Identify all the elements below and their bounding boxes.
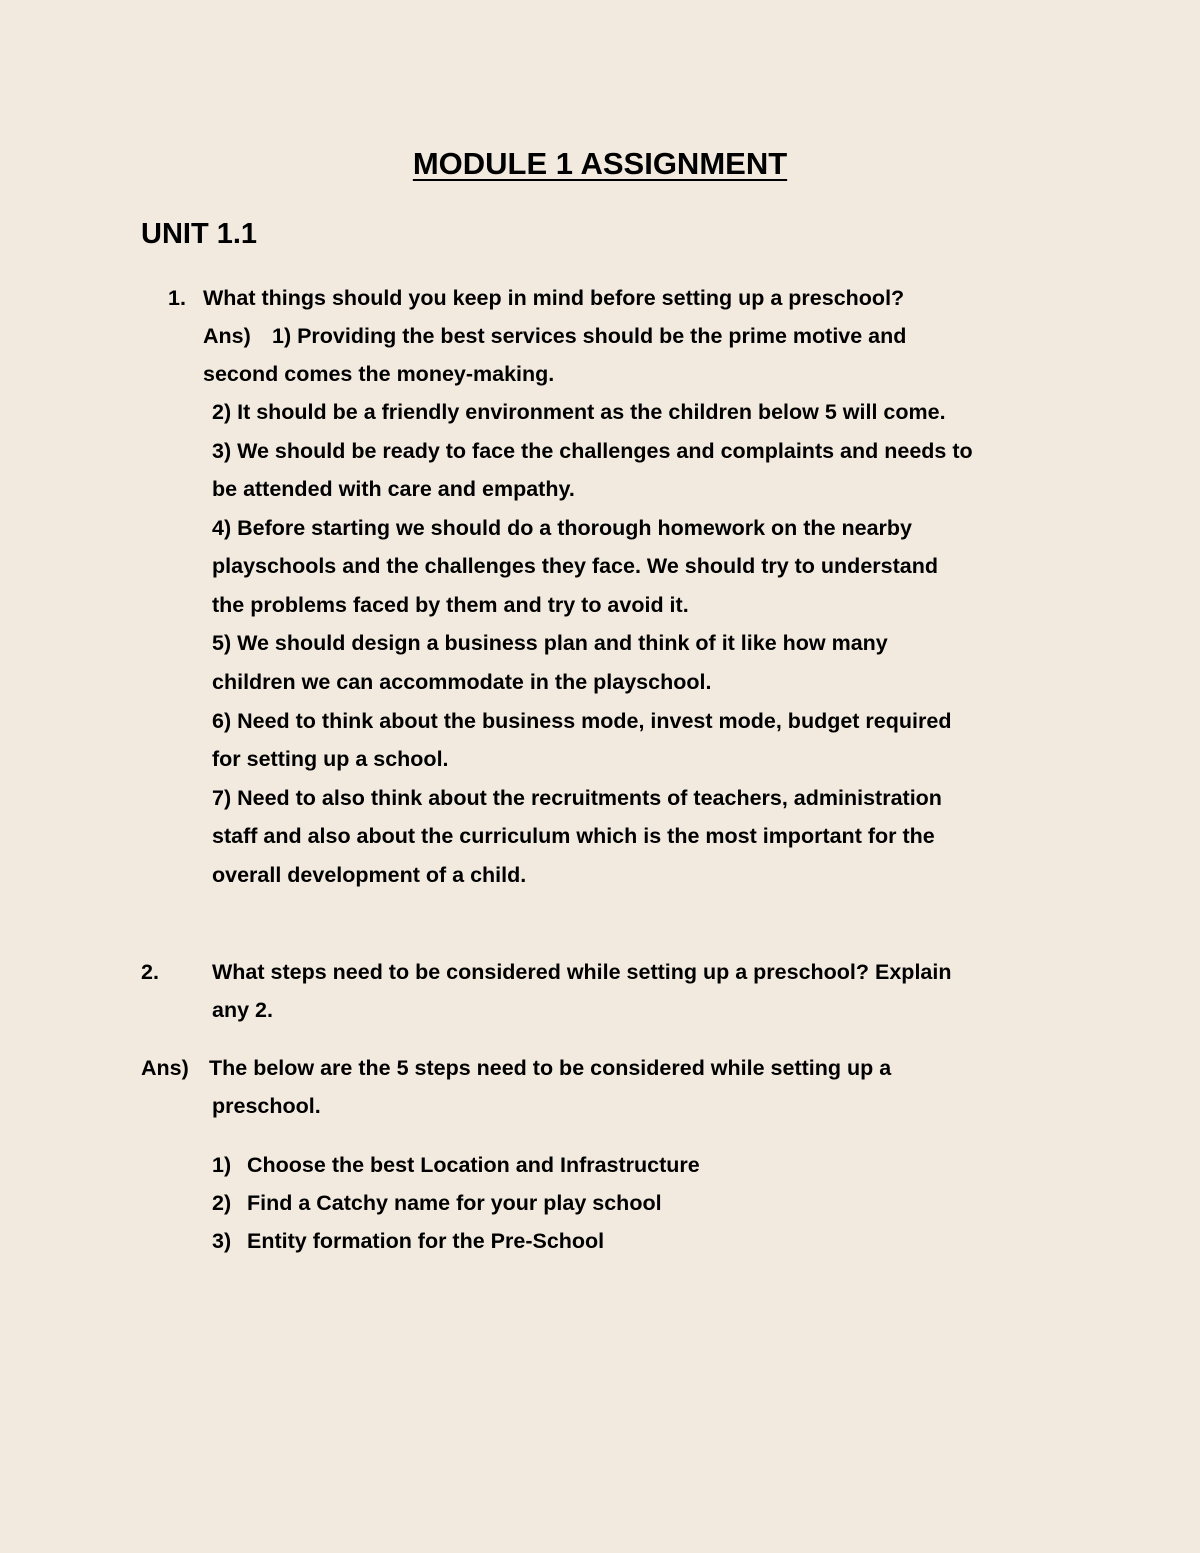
q1-ans-label: Ans) <box>203 324 251 348</box>
step-number: 3) <box>212 1229 232 1253</box>
q2-question-line: What steps need to be considered while setting up a preschool? Explain <box>212 960 952 984</box>
step-number: 1) <box>212 1153 232 1177</box>
q1-answer-line: for setting up a school. <box>212 747 449 771</box>
unit-heading: UNIT 1.1 <box>141 218 258 250</box>
q1-answer-line: overall development of a child. <box>212 863 527 887</box>
q1-answer-line: 3) We should be ready to face the challenges and complaints and needs to <box>212 439 973 463</box>
q1-answer-line: 5) We should design a business plan and think of it like how many <box>212 631 888 655</box>
q1-answer-line: staff and also about the curriculum which is the most important for the <box>212 824 935 848</box>
q2-ans-label: Ans) <box>141 1056 189 1080</box>
q1-answer-line: be attended with care and empathy. <box>212 477 575 501</box>
q2-number: 2. <box>141 960 159 984</box>
step-text: Choose the best Location and Infrastructure <box>247 1153 700 1177</box>
q1-answer-line: children we can accommodate in the playschool. <box>212 670 712 694</box>
step-text: Entity formation for the Pre-School <box>247 1229 605 1253</box>
q1-answer-line: 1) Providing the best services should be the prime motive and <box>272 324 907 348</box>
q2-answer-line: preschool. <box>212 1094 321 1118</box>
q1-answer-line: the problems faced by them and try to avoid it. <box>212 593 689 617</box>
document-title: MODULE 1 ASSIGNMENT <box>412 146 788 181</box>
q1-answer-line: second comes the money-making. <box>203 362 555 386</box>
q1-answer-line: 6) Need to think about the business mode, invest mode, budget required <box>212 709 952 733</box>
q1-answer-line: 4) Before starting we should do a thorough homework on the nearby <box>212 516 912 540</box>
step-number: 2) <box>212 1191 232 1215</box>
q1-question: What things should you keep in mind before setting up a preschool? <box>203 286 905 310</box>
q1-answer-line: 2) It should be a friendly environment as the children below 5 will come. <box>212 400 946 424</box>
q1-number: 1. <box>168 286 186 310</box>
q1-answer-line: playschools and the challenges they face. We should try to understand <box>212 554 938 578</box>
q2-answer-line: The below are the 5 steps need to be considered while setting up a <box>209 1056 892 1080</box>
q1-answer-line: 7) Need to also think about the recruitments of teachers, administration <box>212 786 942 810</box>
q2-question-line: any 2. <box>212 998 273 1022</box>
step-text: Find a Catchy name for your play school <box>247 1191 662 1215</box>
